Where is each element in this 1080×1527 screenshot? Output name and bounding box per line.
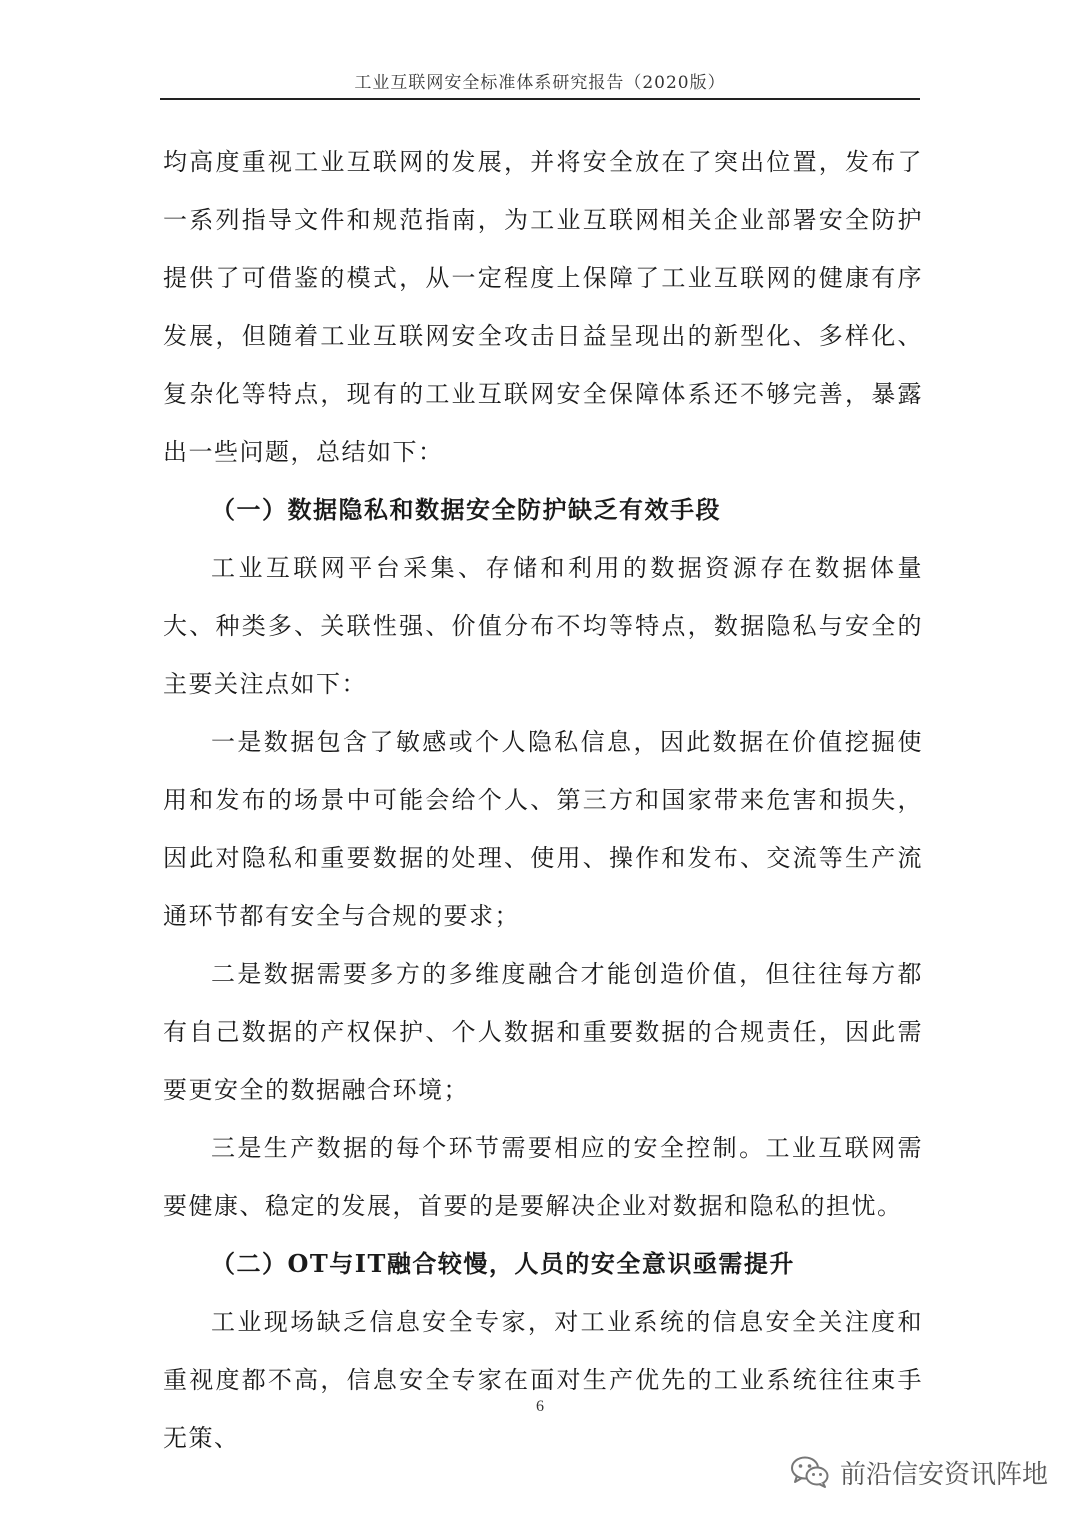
section-heading-1: （一）数据隐私和数据安全防护缺乏有效手段 bbox=[211, 495, 721, 524]
paragraph: 三是生产数据的每个环节需要相应的安全控制。工业互联网需要健康、稳定的发展，首要的是要解决企业对数据和隐私的担忧。 bbox=[163, 1134, 923, 1220]
watermark-text: 前沿信安资讯阵地 bbox=[839, 1459, 1048, 1490]
paragraph: 二是数据需要多方的多维度融合才能创造价值，但往往每方都有自己数据的产权保护、个人数据和重要数据的合规责任，因此需要更安全的数据融合环境； bbox=[163, 960, 923, 1104]
paragraph-continuation: 均高度重视工业互联网的发展，并将安全放在了突出位置，发布了一系列指导文件和规范指南，为工业互联网相关企业部署安全防护提供了可借鉴的模式，从一定程度上保障了工业互联网的健康有序发展，但随着工业互联网安全攻击日益呈现出的新型化、多样化、复杂化等特点，现有的工业互联网安全保障体系还不够完善，暴露出一些问题，总结如下： bbox=[163, 148, 923, 466]
section-heading-2: （二）OT与IT融合较慢，人员的安全意识亟需提升 bbox=[211, 1249, 795, 1278]
wechat-icon bbox=[790, 1455, 830, 1489]
page-number: 6 bbox=[536, 1398, 544, 1415]
page-header-title: 工业互联网安全标准体系研究报告（2020版） bbox=[354, 73, 726, 93]
header-divider bbox=[160, 98, 920, 100]
paragraph: 工业现场缺乏信息安全专家，对工业系统的信息安全关注度和重视度都不高，信息安全专家在面对生产优先的工业系统往往束手无策、 bbox=[163, 1308, 923, 1452]
paragraph: 一是数据包含了敏感或个人隐私信息，因此数据在价值挖掘使用和发布的场景中可能会给个人、第三方和国家带来危害和损失，因此对隐私和重要数据的处理、使用、操作和发布、交流等生产流通环节都有安全与合规的要求； bbox=[163, 728, 923, 930]
watermark bbox=[790, 1450, 1048, 1494]
document-body bbox=[163, 133, 923, 1467]
paragraph: 工业互联网平台采集、存储和利用的数据资源存在数据体量大、种类多、关联性强、价值分布不均等特点，数据隐私与安全的主要关注点如下： bbox=[163, 554, 923, 698]
